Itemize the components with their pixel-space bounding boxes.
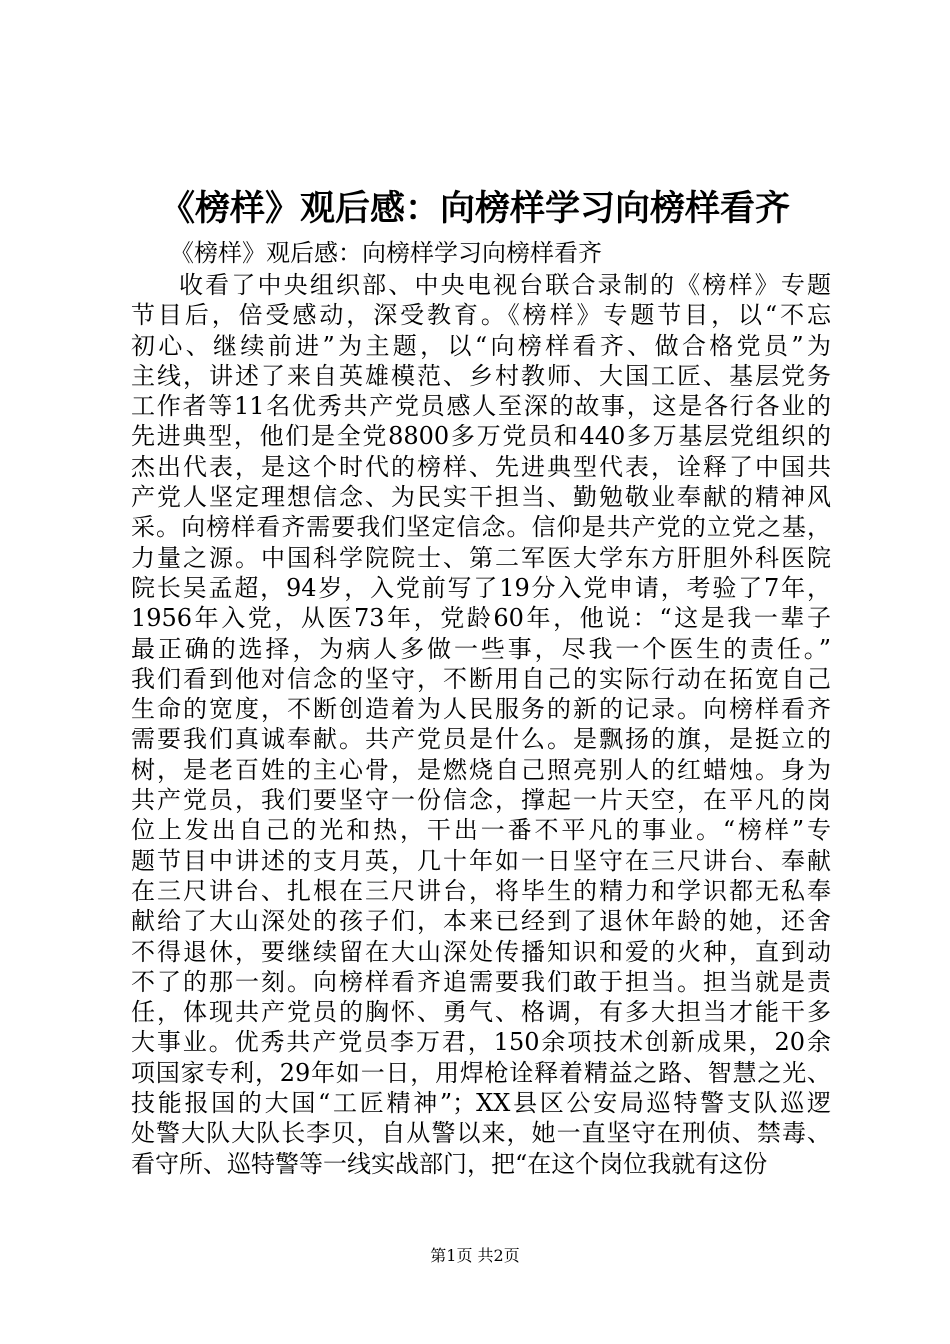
body-line: 产党人坚定理想信念、为民实干担当、勤勉敬业奉献的精神风 [131,483,831,512]
body-line: 看守所、巡特警等一线实战部门，把“在这个岗位我就有这份 [131,1149,768,1178]
body-line: 我们看到他对信念的坚守，不断用自己的实际行动在拓宽自己 [131,664,831,693]
body-line: 需要我们真诚奉献。共产党员是什么。是飘扬的旗，是挺立的 [131,725,831,754]
body-line: 任，体现共产党员的胸怀、勇气、格调，有多大担当才能干多 [131,998,831,1027]
body-line: 项国家专利，29年如一日，用焊枪诠释着精益之路、智慧之光、 [131,1058,831,1087]
body-line: 院长吴孟超，94岁，入党前写了19分入党申请，考验了7年， [131,573,831,602]
body-line: 献给了大山深处的孩子们，本来已经到了退休年龄的她，还舍 [131,907,831,936]
body-line: 1956年入党，从医73年，党龄60年，他说：“这是我一辈子 [131,604,831,633]
body-line: 杰出代表，是这个时代的榜样、先进典型代表，诠释了中国共 [131,452,831,481]
body-line: 大事业。优秀共产党员李万君，150余项技术创新成果，20余 [131,1028,831,1057]
body-line: 收看了中央组织部、中央电视台联合录制的《榜样》专题 [179,271,831,299]
body-line: 在三尺讲台、扎根在三尺讲台，将毕生的精力和学识都无私奉 [131,876,831,905]
page-number-footer: 第1页 共2页 [430,1246,520,1265]
body-line: 共产党员，我们要坚守一份信念，撑起一片天空，在平凡的岗 [131,786,831,815]
document-body [131,270,831,1179]
body-line: 处警大队大队长李贝，自从警以来，她一直坚守在刑侦、禁毒、 [131,1119,831,1148]
body-line: 节目后，倍受感动，深受教育。《榜样》专题节目，以“不忘 [131,301,831,330]
body-line: 题节目中讲述的支月英，几十年如一日坚守在三尺讲台、奉献 [131,846,831,875]
body-line: 技能报国的大国“工匠精神”；XX县区公安局巡特警支队巡逻 [131,1089,831,1118]
body-line: 最正确的选择，为病人多做一些事，尽我一个医生的责任。” [131,634,831,663]
body-line: 不了的那一刻。向榜样看齐追需要我们敢于担当。担当就是责 [131,967,831,996]
document-subtitle: 《榜样》观后感：向榜样学习向榜样看齐 [170,239,602,267]
body-line: 初心、继续前进”为主题，以“向榜样看齐、做合格党员”为 [131,331,831,360]
body-line: 主线，讲述了来自英雄模范、乡村教师、大国工匠、基层党务 [131,361,831,390]
document-title: 《榜样》观后感：向榜样学习向榜样看齐 [159,188,790,229]
body-line: 生命的宽度，不断创造着为人民服务的新的记录。向榜样看齐 [131,695,831,724]
body-line: 位上发出自己的光和热，干出一番不平凡的事业。“榜样”专 [131,816,831,845]
body-line: 工作者等11名优秀共产党员感人至深的故事，这是各行各业的 [131,392,831,421]
body-line: 力量之源。中国科学院院士、第二军医大学东方肝胆外科医院 [131,543,831,572]
body-line: 不得退休，要继续留在大山深处传播知识和爱的火种，直到动 [131,937,831,966]
body-line: 树，是老百姓的主心骨，是燃烧自己照亮别人的红蜡烛。身为 [131,755,831,784]
body-line: 先进典型，他们是全党8800多万党员和440多万基层党组织的 [131,422,831,451]
body-line: 采。向榜样看齐需要我们坚定信念。信仰是共产党的立党之基， [131,513,831,542]
